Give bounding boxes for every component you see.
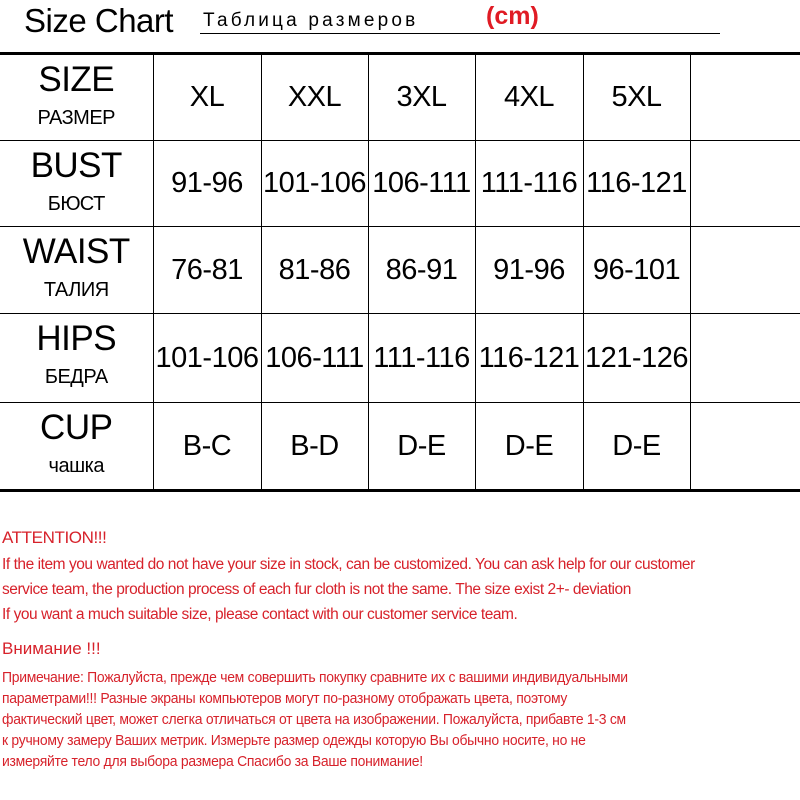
table-cell: XXL [261,54,368,141]
table-cell [690,314,800,403]
table-row [0,314,800,403]
table-cell [690,403,800,491]
table-cell: 106-111 [368,141,475,227]
table-cell: 86-91 [368,227,475,314]
table-cell: 3XL [368,54,475,141]
row-header [0,314,153,403]
row-label: WAIST [22,232,130,271]
chart-subtitle-ru: Таблица размеров [203,10,419,31]
table-cell: 91-96 [475,227,583,314]
note-line-en: If the item you wanted do not have your size in stock, can be customized. You can ask help for our customer [2,556,695,573]
note-line-en: If you want a much suitable size, please contact with our customer service team. [2,606,518,623]
table-row [0,403,800,491]
table-row [0,54,800,141]
table-cell: 106-111 [261,314,368,403]
chart-title: Size Chart [24,2,174,39]
table-cell [690,227,800,314]
row-label: CUP [40,408,113,447]
table-cell: 96-101 [583,227,690,314]
note-line-ru: к ручному замеру Ваших метрик. Измерьте размер одежды которую Вы обычно носите, но не [2,732,586,749]
row-label-ru: БЮСТ [47,193,105,215]
notes [2,528,800,772]
title-underline [200,33,720,34]
note-line-ru: Примечание: Пожалуйста, прежде чем совершить покупку сравните их с вашими индивидуальными [2,669,628,686]
row-label-ru: чашка [48,455,104,477]
row-label: HIPS [36,319,117,358]
row-label-ru: ТАЛИЯ [43,279,109,301]
attention-heading: ATTENTION!!! [2,528,107,547]
table-cell: D-E [368,403,475,491]
unit-label: (cm) [486,2,539,30]
note-line-ru: измеряйте тело для выбора размера Спасибо за Ваше понимание! [2,753,423,770]
row-header [0,141,153,227]
table-cell: 91-96 [153,141,261,227]
table-cell: B-C [153,403,261,491]
row-header [0,54,153,141]
table-cell: B-D [261,403,368,491]
row-header [0,403,153,491]
table-cell: 121-126 [583,314,690,403]
table-cell: 76-81 [153,227,261,314]
attention-heading-ru: Внимание !!! [2,639,101,658]
table-row [0,141,800,227]
note-line-ru: параметрами!!! Разные экраны компьютеров могут по-разному отображать цвета, поэтому [2,690,568,707]
table-cell: 5XL [583,54,690,141]
note-line-ru: фактический цвет, может слегка отличаться от цвета на изображении. Пожалуйста, прибавте 1-3 см [2,711,626,728]
row-label: SIZE [38,60,115,99]
table-cell: D-E [583,403,690,491]
table-cell [690,141,800,227]
table-cell: 81-86 [261,227,368,314]
table-cell: 101-106 [261,141,368,227]
table-cell [690,54,800,141]
note-line-en: service team, the production process of each fur cloth is not the same. The size exist 2+- deviation [2,581,631,598]
table-row [0,227,800,314]
row-label: BUST [30,146,122,185]
table-cell: 101-106 [153,314,261,403]
table-cell: 111-116 [368,314,475,403]
size-table [0,52,800,492]
table-cell: 116-121 [475,314,583,403]
row-label-ru: БЕДРА [44,366,108,388]
row-label-ru: РАЗМЕР [37,107,116,129]
table-cell: 111-116 [475,141,583,227]
table-cell: 4XL [475,54,583,141]
table-cell: 116-121 [583,141,690,227]
table-cell: XL [153,54,261,141]
row-header [0,227,153,314]
table-cell: D-E [475,403,583,491]
